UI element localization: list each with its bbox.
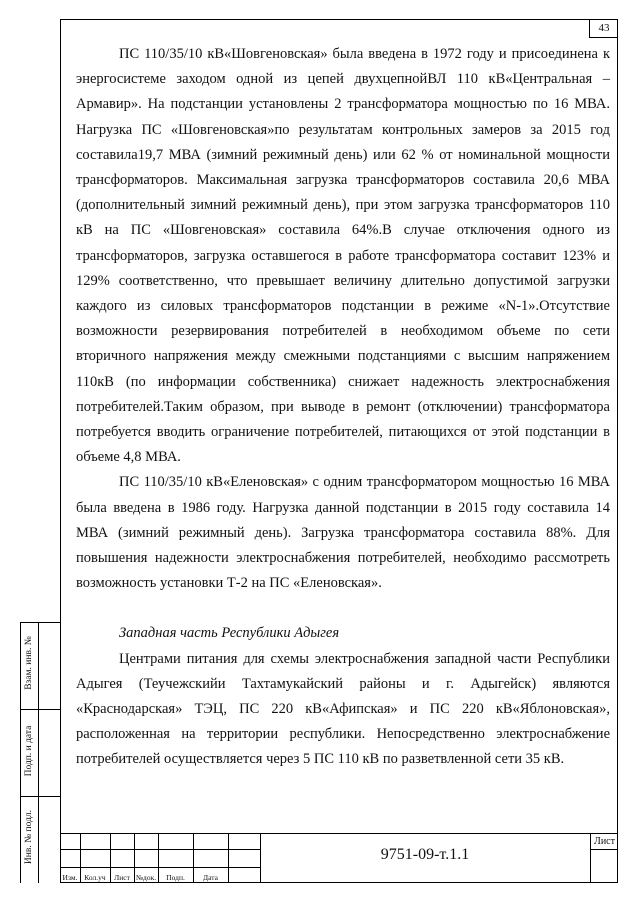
paragraph: Центрами питания для схемы электроснабжения западной части Республики Адыгея (Теучежскийи Тахтамукайский районы и г. Адыгейск) являются «Краснодарская» ТЭЦ, ПС 220 кВ«Афипская» и ПС 220 кВ«Яблоновская», расположенная на территории республики. Непосредственно электроснабжение потребителей осуществляется через 5 ПС 110 кВ по разветвленной сети 35 кВ. [76,650,610,768]
vzam-label: Взам. инв. № [24,636,34,690]
document-body [76,42,610,773]
section-title: Западная часть Республики Адыгея [119,625,340,642]
inv-label: Инв. № подл. [24,809,34,865]
col-list: Лист [114,873,130,882]
col-kol: Кол.уч [84,873,106,882]
side-strip [20,622,60,883]
podp-label: Подп. и дата [24,725,34,777]
col-data: Дата [203,873,218,882]
col-podp: Подп. [166,873,185,882]
col-izm: Изм. [62,873,78,882]
document-code: 9751-09-т.1.1 [380,846,470,863]
page-number: 43 [589,19,618,38]
paragraph: ПС 110/35/10 кВ«Шовгеновская» была введена в 1972 году и присоединена к энергосистеме заходом одной из цепей двухцепнойВЛ 110 кВ«Центральная – Армавир». На подстанции установлены 2 трансформатора мощностью по 16 МВА. Нагрузка ПС «Шовгеновская»по результатам контрольных замеров за 2015 год составила19,7 МВА (зимний режимный день) или 62 % от номинальной мощности трансформаторов. Максимальная загрузка трансформаторов составила 20,6 МВА (дополнительный зимний режимный день), при этом загрузка трансформаторов 110 кВ на ПС «Шовгеновская» составила 64%.В случае отключения одного из трансформаторов, загрузка оставшегося в работе трансформатора составит 123% и 129% соответственно, что превышает величину длительно допустимой загрузки каждого из силовых трансформаторов подстанции в режиме «N-1».Отсутствие возможности резервирования потребителей в необходимом объеме по сети вторичного напряжения между смежными подстанциями с высшим напряжением 110кВ (по информации собственника) снижает надежность электроснабжения потребителей.Таким образом, при выводе в ремонт (отключении) трансформатора потребуется вводить ограничение потребителей, питающихся от этой подстанции в объеме 4,8 МВА. [76,46,610,466]
sheet-label: Лист [594,836,615,847]
col-ndok: №док. [135,873,157,882]
paragraph: ПС 110/35/10 кВ«Еленовская» с одним трансформатором мощностью 16 МВА была введена в 1986 году. Нагрузка данной подстанции в 2015 году составила 14 МВА (зимний режимный день). Загрузка трансформатора составила 88%. Для повышения надежности электроснабжения потребителей, необходимо рассмотреть возможность установки Т-2 на ПС «Еленовская». [76,474,610,592]
title-block [60,833,618,883]
